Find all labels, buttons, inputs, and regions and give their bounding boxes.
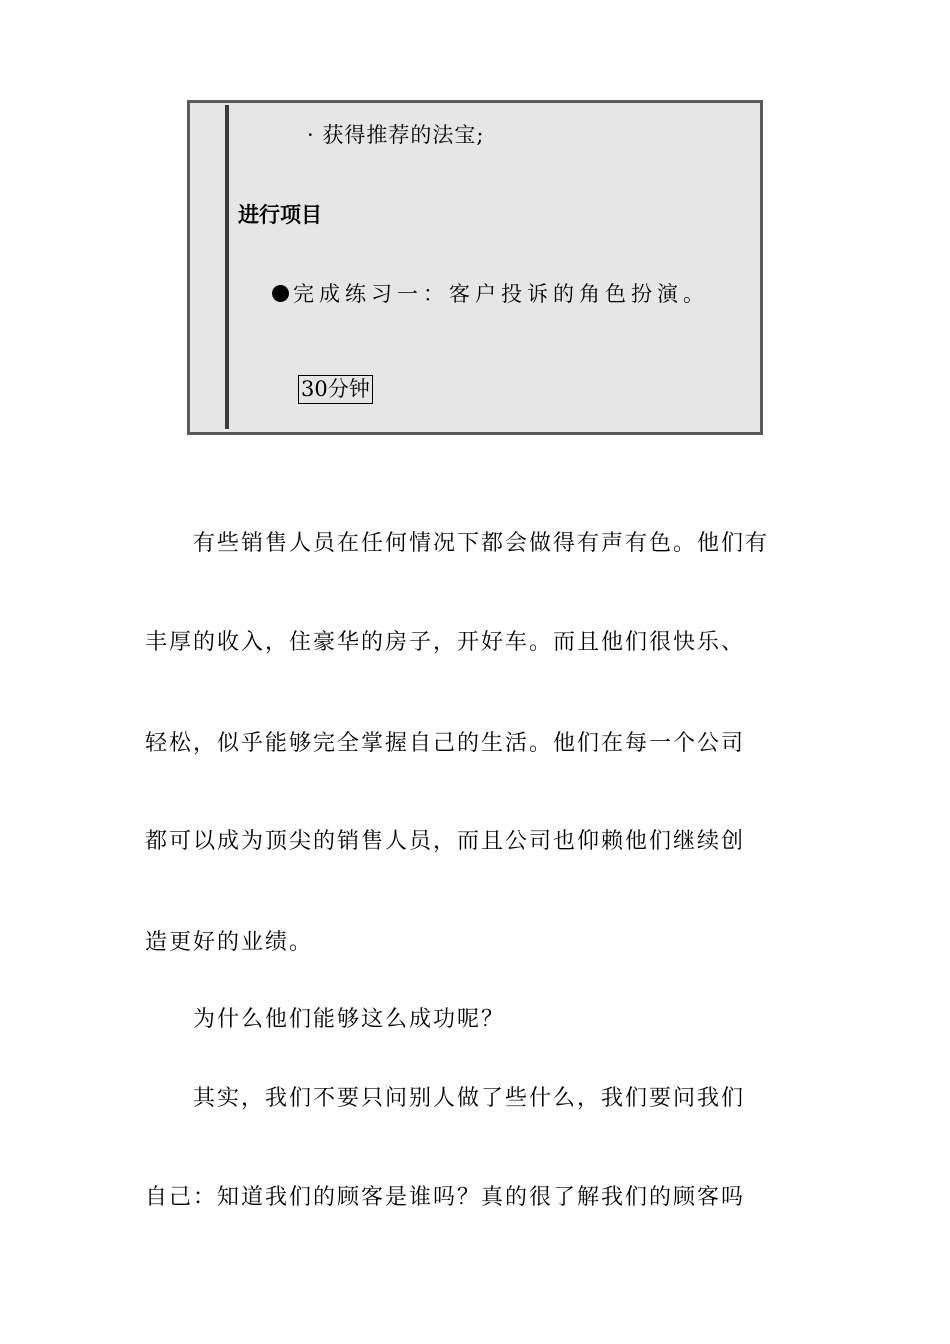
exercise-text: 完成练习一：客户投诉的角色扮演。 <box>293 282 709 306</box>
bullet-icon <box>272 285 289 302</box>
body-line-7: 其实，我们不要只问别人做了些什么，我们要问我们 <box>145 1086 746 1111</box>
box-left-rule <box>225 105 229 429</box>
body-line-3: 轻松，似乎能够完全掌握自己的生活。他们在每一个公司 <box>145 731 746 756</box>
body-line-4: 都可以成为顶尖的销售人员，而且公司也仰赖他们继续创 <box>145 829 746 854</box>
body-line-6: 为什么他们能够这么成功呢？ <box>145 1007 506 1032</box>
duration-badge: 30分钟 <box>298 375 373 404</box>
exercise-box <box>187 100 763 435</box>
section-heading: 进行项目 <box>238 203 322 227</box>
body-line-8: 自己：知道我们的顾客是谁吗？真的很了解我们的顾客吗 <box>145 1185 746 1210</box>
box-bullet-line: · 获得推荐的法宝; <box>307 123 485 147</box>
exercise-item <box>272 278 709 308</box>
body-line-1: 有些销售人员在任何情况下都会做得有声有色。他们有 <box>145 531 770 556</box>
body-line-5: 造更好的业绩。 <box>145 930 314 955</box>
body-line-2: 丰厚的收入，住豪华的房子，开好车。而且他们很快乐、 <box>145 630 746 655</box>
